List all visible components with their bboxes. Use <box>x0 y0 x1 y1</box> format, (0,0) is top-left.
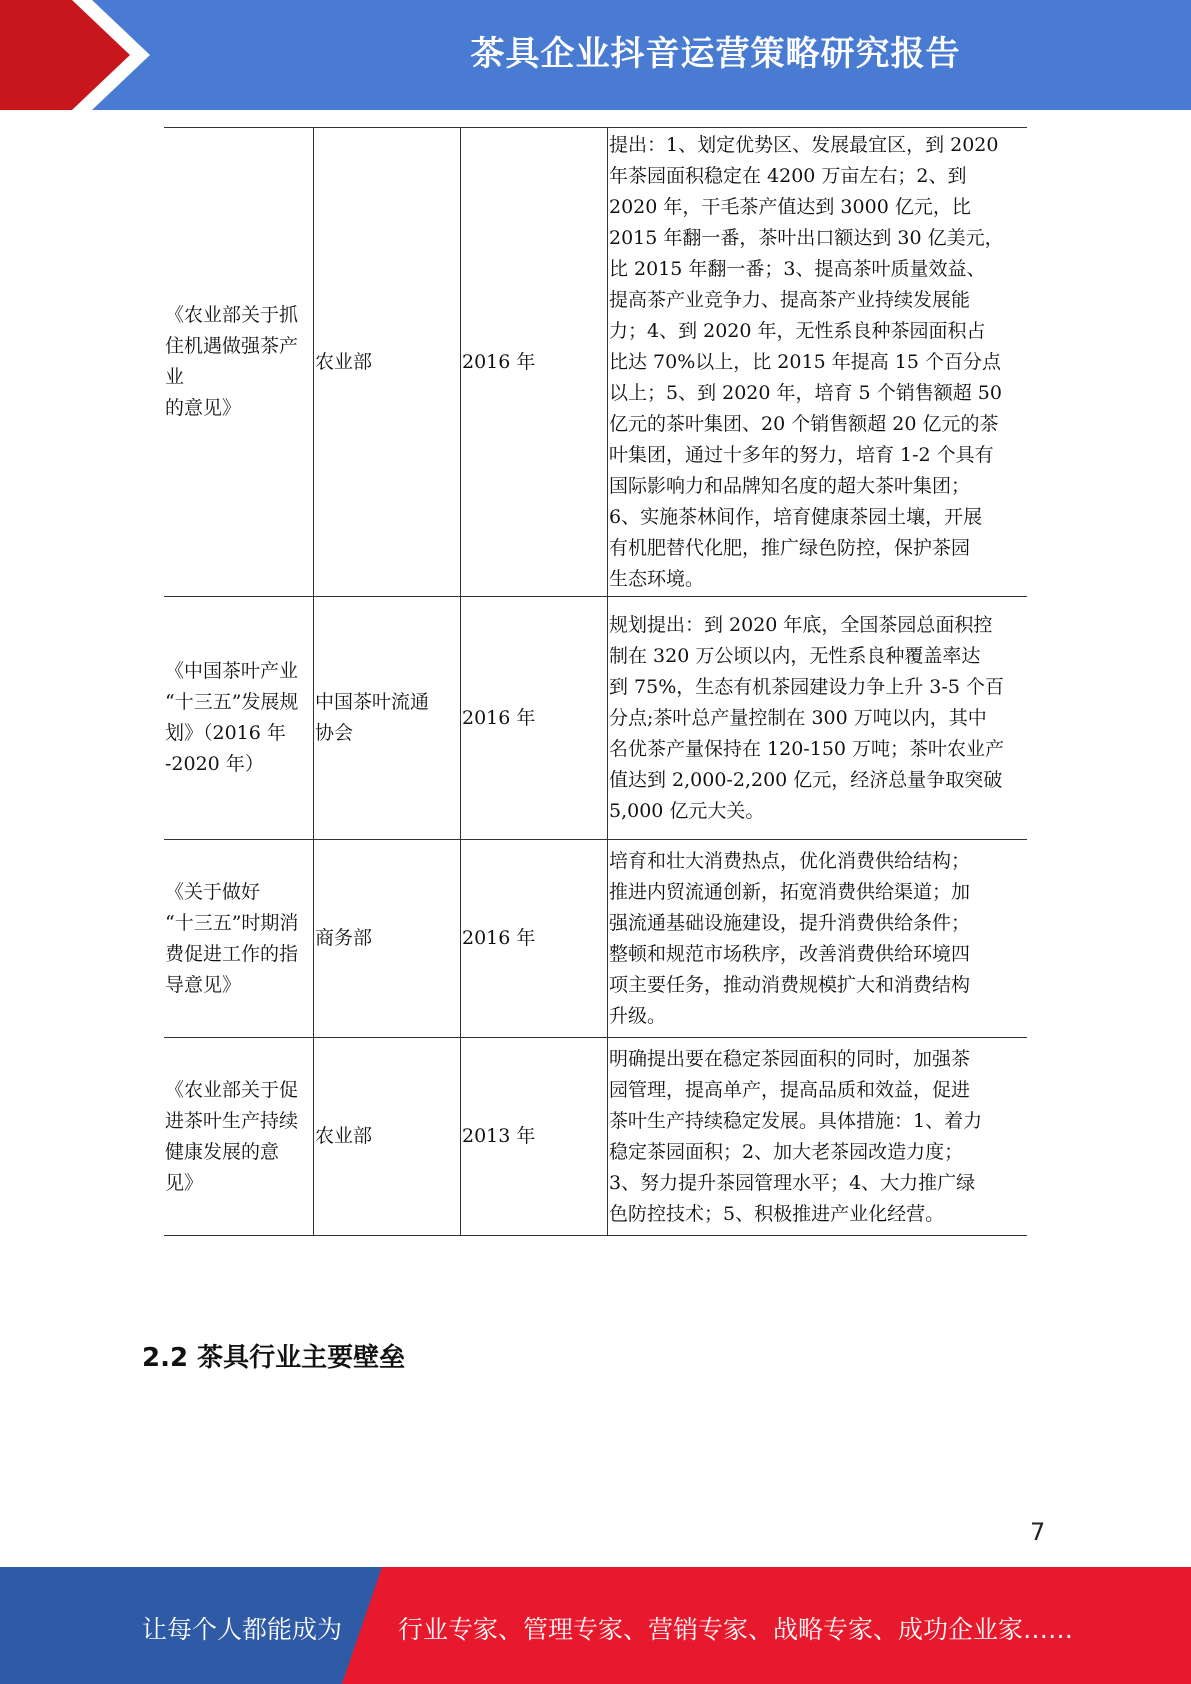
policy-name-cell <box>164 1038 314 1236</box>
issuer-cell <box>314 840 461 1038</box>
table-row <box>164 597 1027 840</box>
policy-name: 《关于做好 “十三五”时期消 费促进工作的指 导意见》 <box>165 880 299 996</box>
policy-issuer: 商务部 <box>315 927 373 949</box>
issuer-cell <box>314 1038 461 1236</box>
policy-content: 明确提出要在稳定茶园面积的同时，加强茶 园管理，提高单产，提高品质和效益，促进 茶叶生产持续稳定发展。具体措施：1、着力 稳定茶园面积；2、加大老茶园改造力度； 3、努力提升茶园管理水平；4、大力推广绿 色防控技术；5、积极推进产业化经营。 <box>609 1047 983 1225</box>
year-cell <box>461 840 608 1038</box>
policy-content: 培育和壮大消费热点，优化消费供给结构； 推进内贸流通创新，拓宽消费供给渠道；加 强流通基础设施建设，提升消费供给条件； 整顿和规范市场秩序，改善消费供给环境四 项主要任务，推动消费规模扩大和消费结构 升级。 <box>609 849 971 1027</box>
report-title: 茶具企业抖音运营策略研究报告 <box>470 34 961 74</box>
table-row <box>164 128 1027 597</box>
table-row <box>164 840 1027 1038</box>
policy-year: 2013 年 <box>462 1125 536 1147</box>
policy-name: 《农业部关于促 进茶叶生产持续 健康发展的意 见》 <box>165 1078 299 1194</box>
year-cell <box>461 1038 608 1236</box>
footer-slogan-right: 行业专家、管理专家、营销专家、战略专家、成功企业家…… <box>398 1615 1074 1644</box>
policy-content: 规划提出：到 2020 年底，全国茶园总面积控 制在 320 万公顷以内，无性系良种覆盖率达 到 75%，生态有机茶园建设力争上升 3-5 个百 分点;茶叶总产量控制在 300 万吨以内，其中 名优茶产量保持在 120-150 万吨；茶叶农业产 值达到 2,000-2,200 亿元，经济总量争取突破 5,000 亿元大关。 <box>609 613 1005 822</box>
policy-year: 2016 年 <box>462 927 536 949</box>
policy-name-cell <box>164 128 314 597</box>
page-footer <box>0 1567 1191 1684</box>
year-cell <box>461 597 608 840</box>
content-cell <box>608 597 1028 840</box>
policy-name: 《农业部关于抓 住机遇做强茶产 业 的意见》 <box>165 304 299 419</box>
policy-name-cell <box>164 840 314 1038</box>
policy-issuer: 农业部 <box>315 1125 373 1147</box>
header-arrow-icon <box>0 0 160 110</box>
issuer-cell <box>314 128 461 597</box>
policy-issuer: 农业部 <box>315 350 373 373</box>
content-cell <box>608 128 1028 597</box>
policy-year: 2016 年 <box>462 350 536 373</box>
policy-issuer: 中国茶叶流通 协会 <box>315 691 430 744</box>
policy-name-cell <box>164 597 314 840</box>
page-number: 7 <box>1030 1518 1046 1546</box>
section-heading: 2.2 茶具行业主要壁垒 <box>142 1343 406 1373</box>
issuer-cell <box>314 597 461 840</box>
page-header <box>0 0 1191 110</box>
policy-content: 提出：1、划定优势区、发展最宜区，到 2020 年茶园面积稳定在 4200 万亩左右；2、到 2020 年，干毛茶产值达到 3000 亿元，比 2015 年翻一番，茶叶出口额达到 30 亿美元， 比 2015 年翻一番；3、提高茶叶质量效益、 提高茶产业竞争力、提高茶产业持续发展能 力；4、到 2020 年，无性系良种茶园面积占 比达 70%以上，比 2015 年提高 15 个百分点 以上；5、到 2020 年，培育 5 个销售额超 50 亿元的茶叶集团、20 个销售额超 20 亿元的茶 叶集团，通过十多年的努力，培育 1-2 个具有 国际影响力和品牌知名度的超大茶叶集团； 6、实施茶林间作，培育健康茶园土壤，开展 有机肥替代化肥，推广绿色防控，保护茶园 生态环境。 <box>609 133 1004 590</box>
table-row <box>164 1038 1027 1236</box>
footer-slogan-left: 让每个人都能成为 <box>142 1615 343 1644</box>
policy-table <box>164 127 1027 1236</box>
content-cell <box>608 1038 1028 1236</box>
policy-name: 《中国茶叶产业 “十三五”发展规 划》（2016 年 -2020 年） <box>165 660 299 775</box>
year-cell <box>461 128 608 597</box>
policy-year: 2016 年 <box>462 706 536 729</box>
content-cell <box>608 840 1028 1038</box>
